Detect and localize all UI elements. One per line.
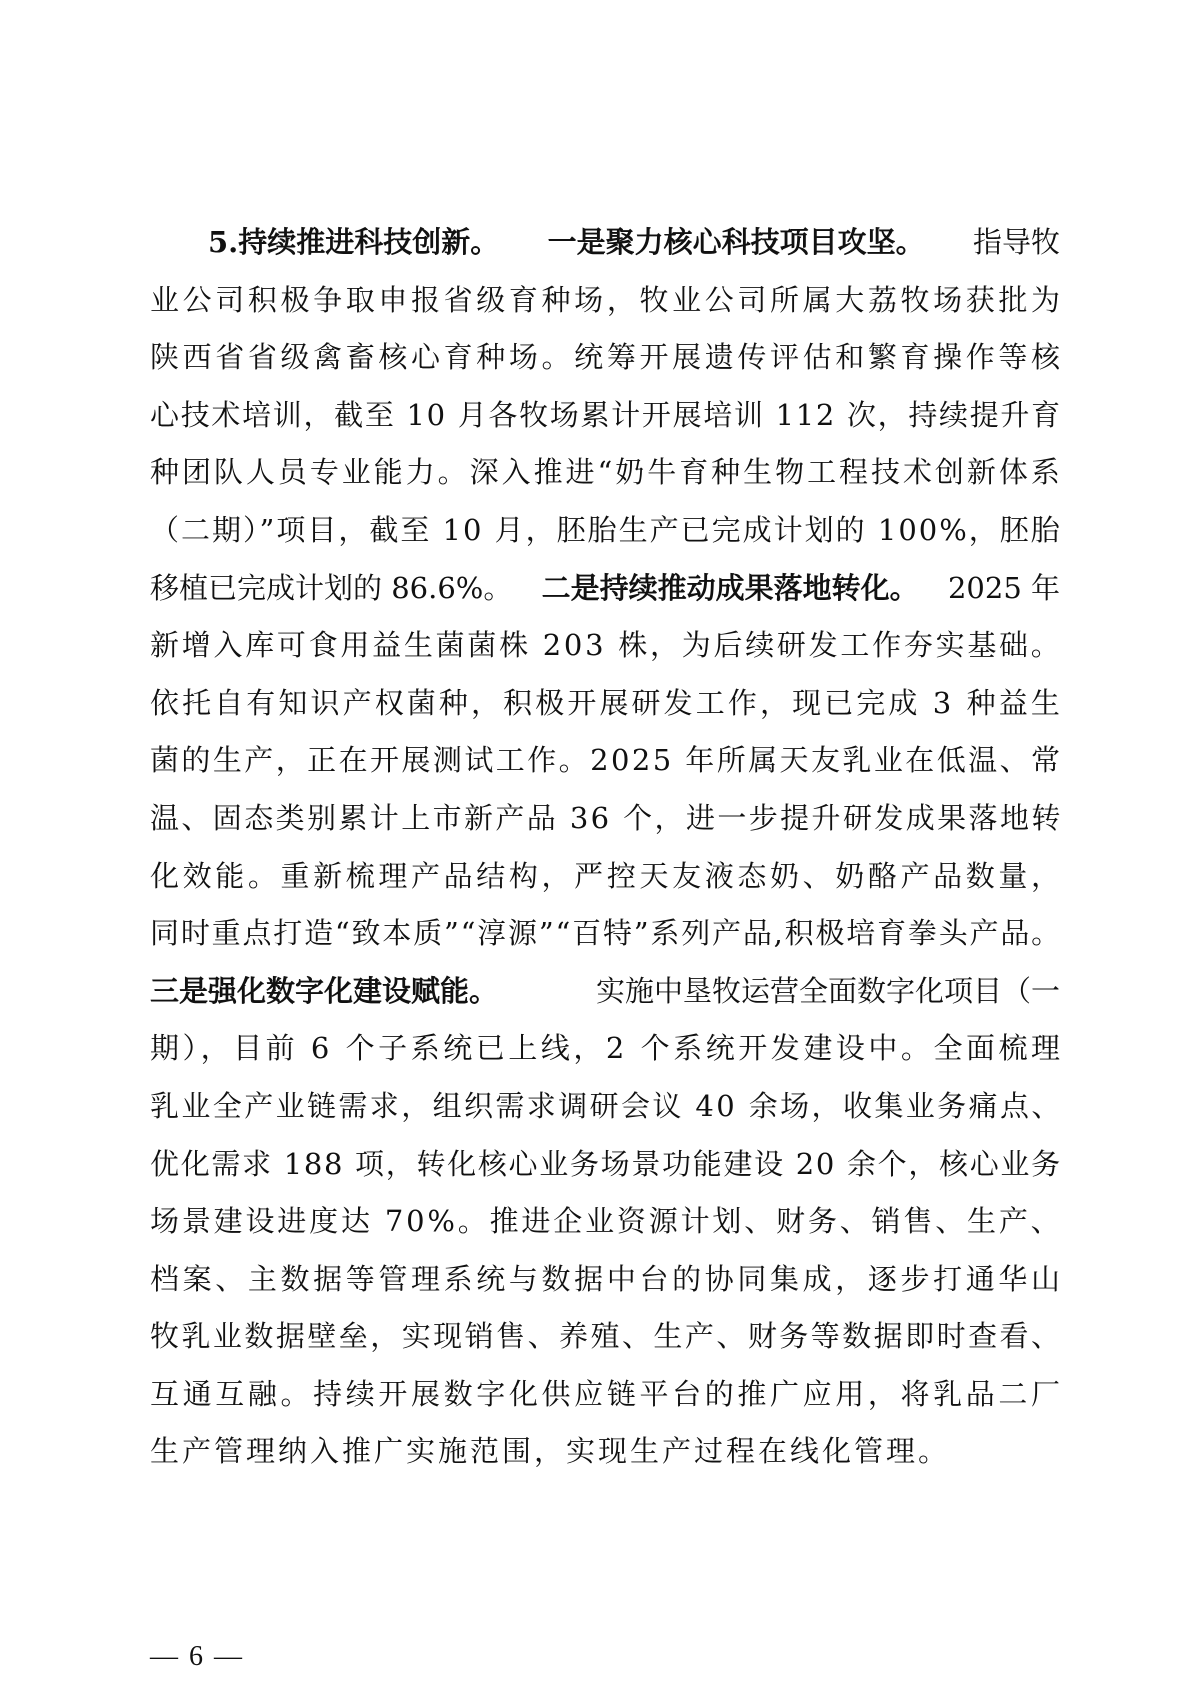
paragraph-line-3: 陕西省省级禽畜核心育种场。统筹开展遗传评估和繁育操作等核 [150, 340, 1064, 375]
paragraph-line-20: 牧乳业数据壁垒，实现销售、养殖、生产、财务等数据即时查看、 [150, 1319, 1063, 1354]
paragraph-line-21: 互通互融。持续开展数字化供应链平台的推广应用，将乳品二厂 [150, 1376, 1064, 1411]
page-number: — 6 — [150, 1641, 244, 1672]
paragraph-line-9: 依托自有知识产权菌种，积极开展研发工作，现已完成 3 种益生 [150, 685, 1063, 720]
subheading-3: 三是强化数字化建设赋能。 [150, 973, 499, 1008]
paragraph-line-14 [150, 963, 1060, 1021]
paragraph-line-18: 场景建设进度达 70%。推进企业资源计划、财务、销售、生产、 [150, 1204, 1063, 1239]
subheading-1: 一是聚力核心科技项目攻坚。 [547, 225, 925, 259]
paragraph-line-1 [150, 214, 1060, 272]
line-text: 指导牧 [972, 225, 1060, 259]
paragraph-line-6: （二期）”项目，截至 10 月，胚胎生产已完成计划的 100%，胚胎 [150, 512, 1062, 547]
line-text: 实施中垦牧运营全面数字化项目（一 [595, 973, 1060, 1008]
paragraph-line-17: 优化需求 188 项，转化核心业务场景功能建设 20 余个，核心业务 [150, 1146, 1062, 1181]
subheading-2: 二是持续推动成果落地转化。 [541, 570, 919, 605]
line-text: 移植已完成计划的 86.6%。 [150, 570, 513, 605]
paragraph-line-7 [150, 560, 1060, 618]
line-text: 2025 年 [947, 570, 1060, 605]
paragraph-line-19: 档案、主数据等管理系统与数据中台的协同集成，逐步打通华山 [150, 1261, 1064, 1296]
paragraph-line-12: 化效能。重新梳理产品结构，严控天友液态奶、奶酪产品数量， [150, 858, 1064, 893]
paragraph-line-13: 同时重点打造“致本质”“淳源”“百特”系列产品,积极培育拳头产品。 [150, 916, 1062, 951]
paragraph-line-16: 乳业全产业链需求，组织需求调研会议 40 余场，收集业务痛点、 [150, 1088, 1063, 1123]
paragraph-line-5: 种团队人员专业能力。深入推进“奶牛育种生物工程技术创新体系 [150, 455, 1063, 490]
paragraph-line-10: 菌的生产，正在开展测试工作。2025 年所属天友乳业在低温、常 [150, 743, 1063, 778]
body-paragraph [150, 214, 1064, 1481]
paragraph-line-2: 业公司积极争取申报省级育种场，牧业公司所属大荔牧场获批为 [150, 282, 1064, 317]
paragraph-line-15: 期），目前 6 个子系统已上线，2 个系统开发建设中。全面梳理 [150, 1031, 1064, 1066]
paragraph-line-4: 心技术培训，截至 10 月各牧场累计开展培训 112 次，持续提升育 [150, 397, 1062, 432]
paragraph-line-22: 生产管理纳入推广实施范围，实现生产过程在线化管理。 [150, 1434, 951, 1469]
paragraph-line-11: 温、固态类别累计上市新产品 36 个，进一步提升研发成果落地转 [150, 800, 1063, 835]
section-heading: 5.持续推进科技创新。 [208, 225, 500, 259]
paragraph-line-8: 新增入库可食用益生菌菌株 203 株，为后续研发工作夯实基础。 [150, 628, 1063, 663]
